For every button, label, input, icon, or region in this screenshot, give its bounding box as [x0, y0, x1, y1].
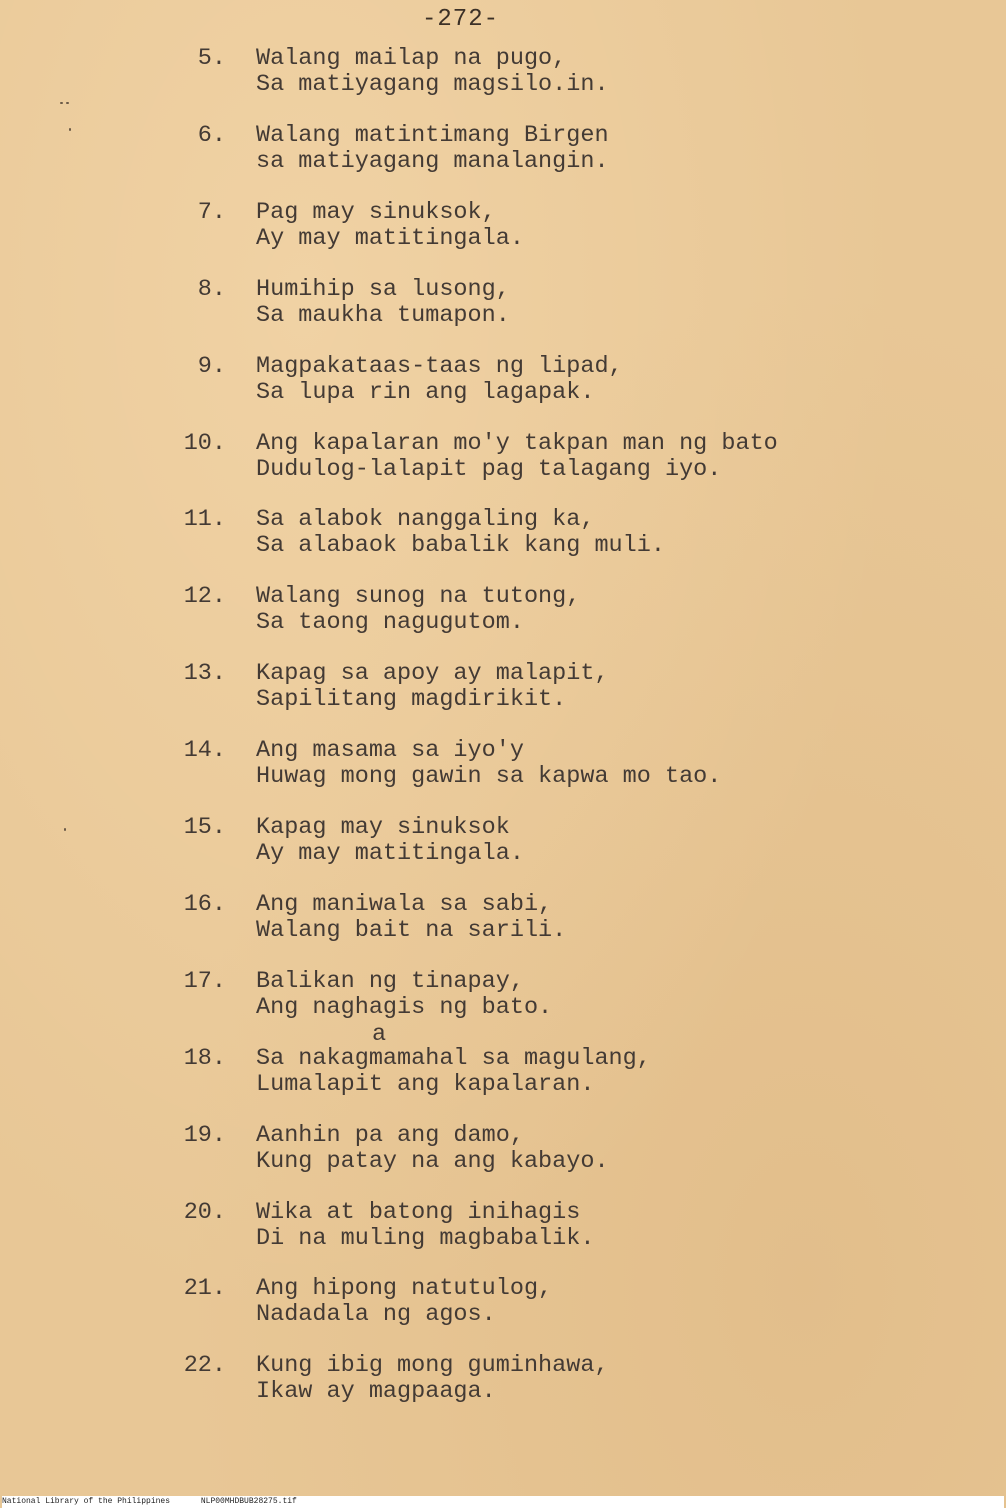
proverb-line: Dudulog-lalapit pag talagang iyo. — [256, 456, 722, 483]
scan-footer — [2, 1496, 1004, 1508]
proverb-line: Ang naghagis ng bato. — [256, 994, 553, 1021]
proverb-line: Walang sunog na tutong, — [256, 583, 581, 610]
proverb-number: 21. — [183, 1275, 226, 1302]
proverb-number: 9. — [197, 353, 226, 380]
proverb-line: Walang mailap na pugo, — [256, 45, 567, 72]
proverb-number: 5. — [197, 45, 226, 72]
proverb-line: Pag may sinuksok, — [256, 199, 496, 226]
ink-speck — [66, 102, 69, 104]
proverb-line: Sa alabok nanggaling ka, — [256, 506, 595, 533]
proverb-number: 19. — [183, 1122, 226, 1149]
ink-speck — [69, 128, 71, 131]
proverb-line: Sa nakagmamahal sa magulang, — [256, 1045, 651, 1072]
proverb-line: Walang matintimang Birgen — [256, 122, 609, 149]
proverb-line: Kapag may sinuksok — [256, 814, 510, 841]
proverb-line: Kapag sa apoy ay malapit, — [256, 660, 609, 687]
proverb-line: Aanhin pa ang damo, — [256, 1122, 524, 1149]
proverb-line: Ang maniwala sa sabi, — [256, 891, 553, 918]
proverb-line: Ang masama sa iyo'y — [256, 737, 524, 764]
proverb-line: Humihip sa lusong, — [256, 276, 510, 303]
proverb-line: Ang kapalaran mo'y takpan man ng bato — [256, 430, 778, 457]
proverb-line: Kung ibig mong guminhawa, — [256, 1352, 609, 1379]
proverb-line: Sa taong nagugutom. — [256, 609, 524, 636]
proverb-line: Ikaw ay magpaaga. — [256, 1378, 496, 1405]
proverb-line: Ay may matitingala. — [256, 840, 524, 867]
proverb-line: Magpakataas-taas ng lipad, — [256, 353, 623, 380]
proverb-number: 11. — [183, 506, 226, 533]
proverb-number: 17. — [183, 968, 226, 995]
proverb-number: 18. — [183, 1045, 226, 1072]
interlinear-correction: a — [372, 1021, 387, 1048]
proverb-line: Huwag mong gawin sa kapwa mo tao. — [256, 763, 722, 790]
proverb-number: 8. — [197, 276, 226, 303]
proverb-number: 16. — [183, 891, 226, 918]
proverb-line: sa matiyagang manalangin. — [256, 148, 609, 175]
proverb-line: Sa matiyagang magsilo.in. — [256, 71, 609, 98]
proverb-line: Ang hipong natutulog, — [256, 1275, 553, 1302]
proverb-line: Sa lupa rin ang lagapak. — [256, 379, 595, 406]
proverb-line: Sa alabaok babalik kang muli. — [256, 532, 665, 559]
proverb-number: 14. — [183, 737, 226, 764]
footer-library: National Library of the Philippines — [2, 1497, 171, 1506]
proverb-line: Di na muling magbabalik. — [256, 1225, 595, 1252]
proverb-number: 20. — [183, 1199, 226, 1226]
proverb-line: Wika at batong inihagis — [256, 1199, 581, 1226]
proverb-number: 22. — [183, 1352, 226, 1379]
proverb-line: Walang bait na sarili. — [256, 917, 567, 944]
proverb-line: Sa maukha tumapon. — [256, 302, 510, 329]
proverb-line: Lumalapit ang kapalaran. — [256, 1071, 595, 1098]
proverb-number: 13. — [183, 660, 226, 687]
proverb-number: 12. — [183, 583, 226, 610]
proverb-number: 15. — [183, 814, 226, 841]
page-number: -272- — [422, 6, 500, 33]
proverb-line: Kung patay na ang kabayo. — [256, 1148, 609, 1175]
proverb-number: 6. — [197, 122, 226, 149]
ink-speck — [60, 102, 63, 104]
proverb-line: Sapilitang magdirikit. — [256, 686, 567, 713]
ink-speck — [64, 828, 66, 831]
proverb-number: 7. — [197, 199, 226, 226]
footer-filename: NLP00MHDBUB28275.tif — [200, 1497, 297, 1506]
proverb-line: Balikan ng tinapay, — [256, 968, 524, 995]
proverb-line: Nadadala ng agos. — [256, 1301, 496, 1328]
proverb-line: Ay may matitingala. — [256, 225, 524, 252]
proverb-number: 10. — [183, 430, 226, 457]
